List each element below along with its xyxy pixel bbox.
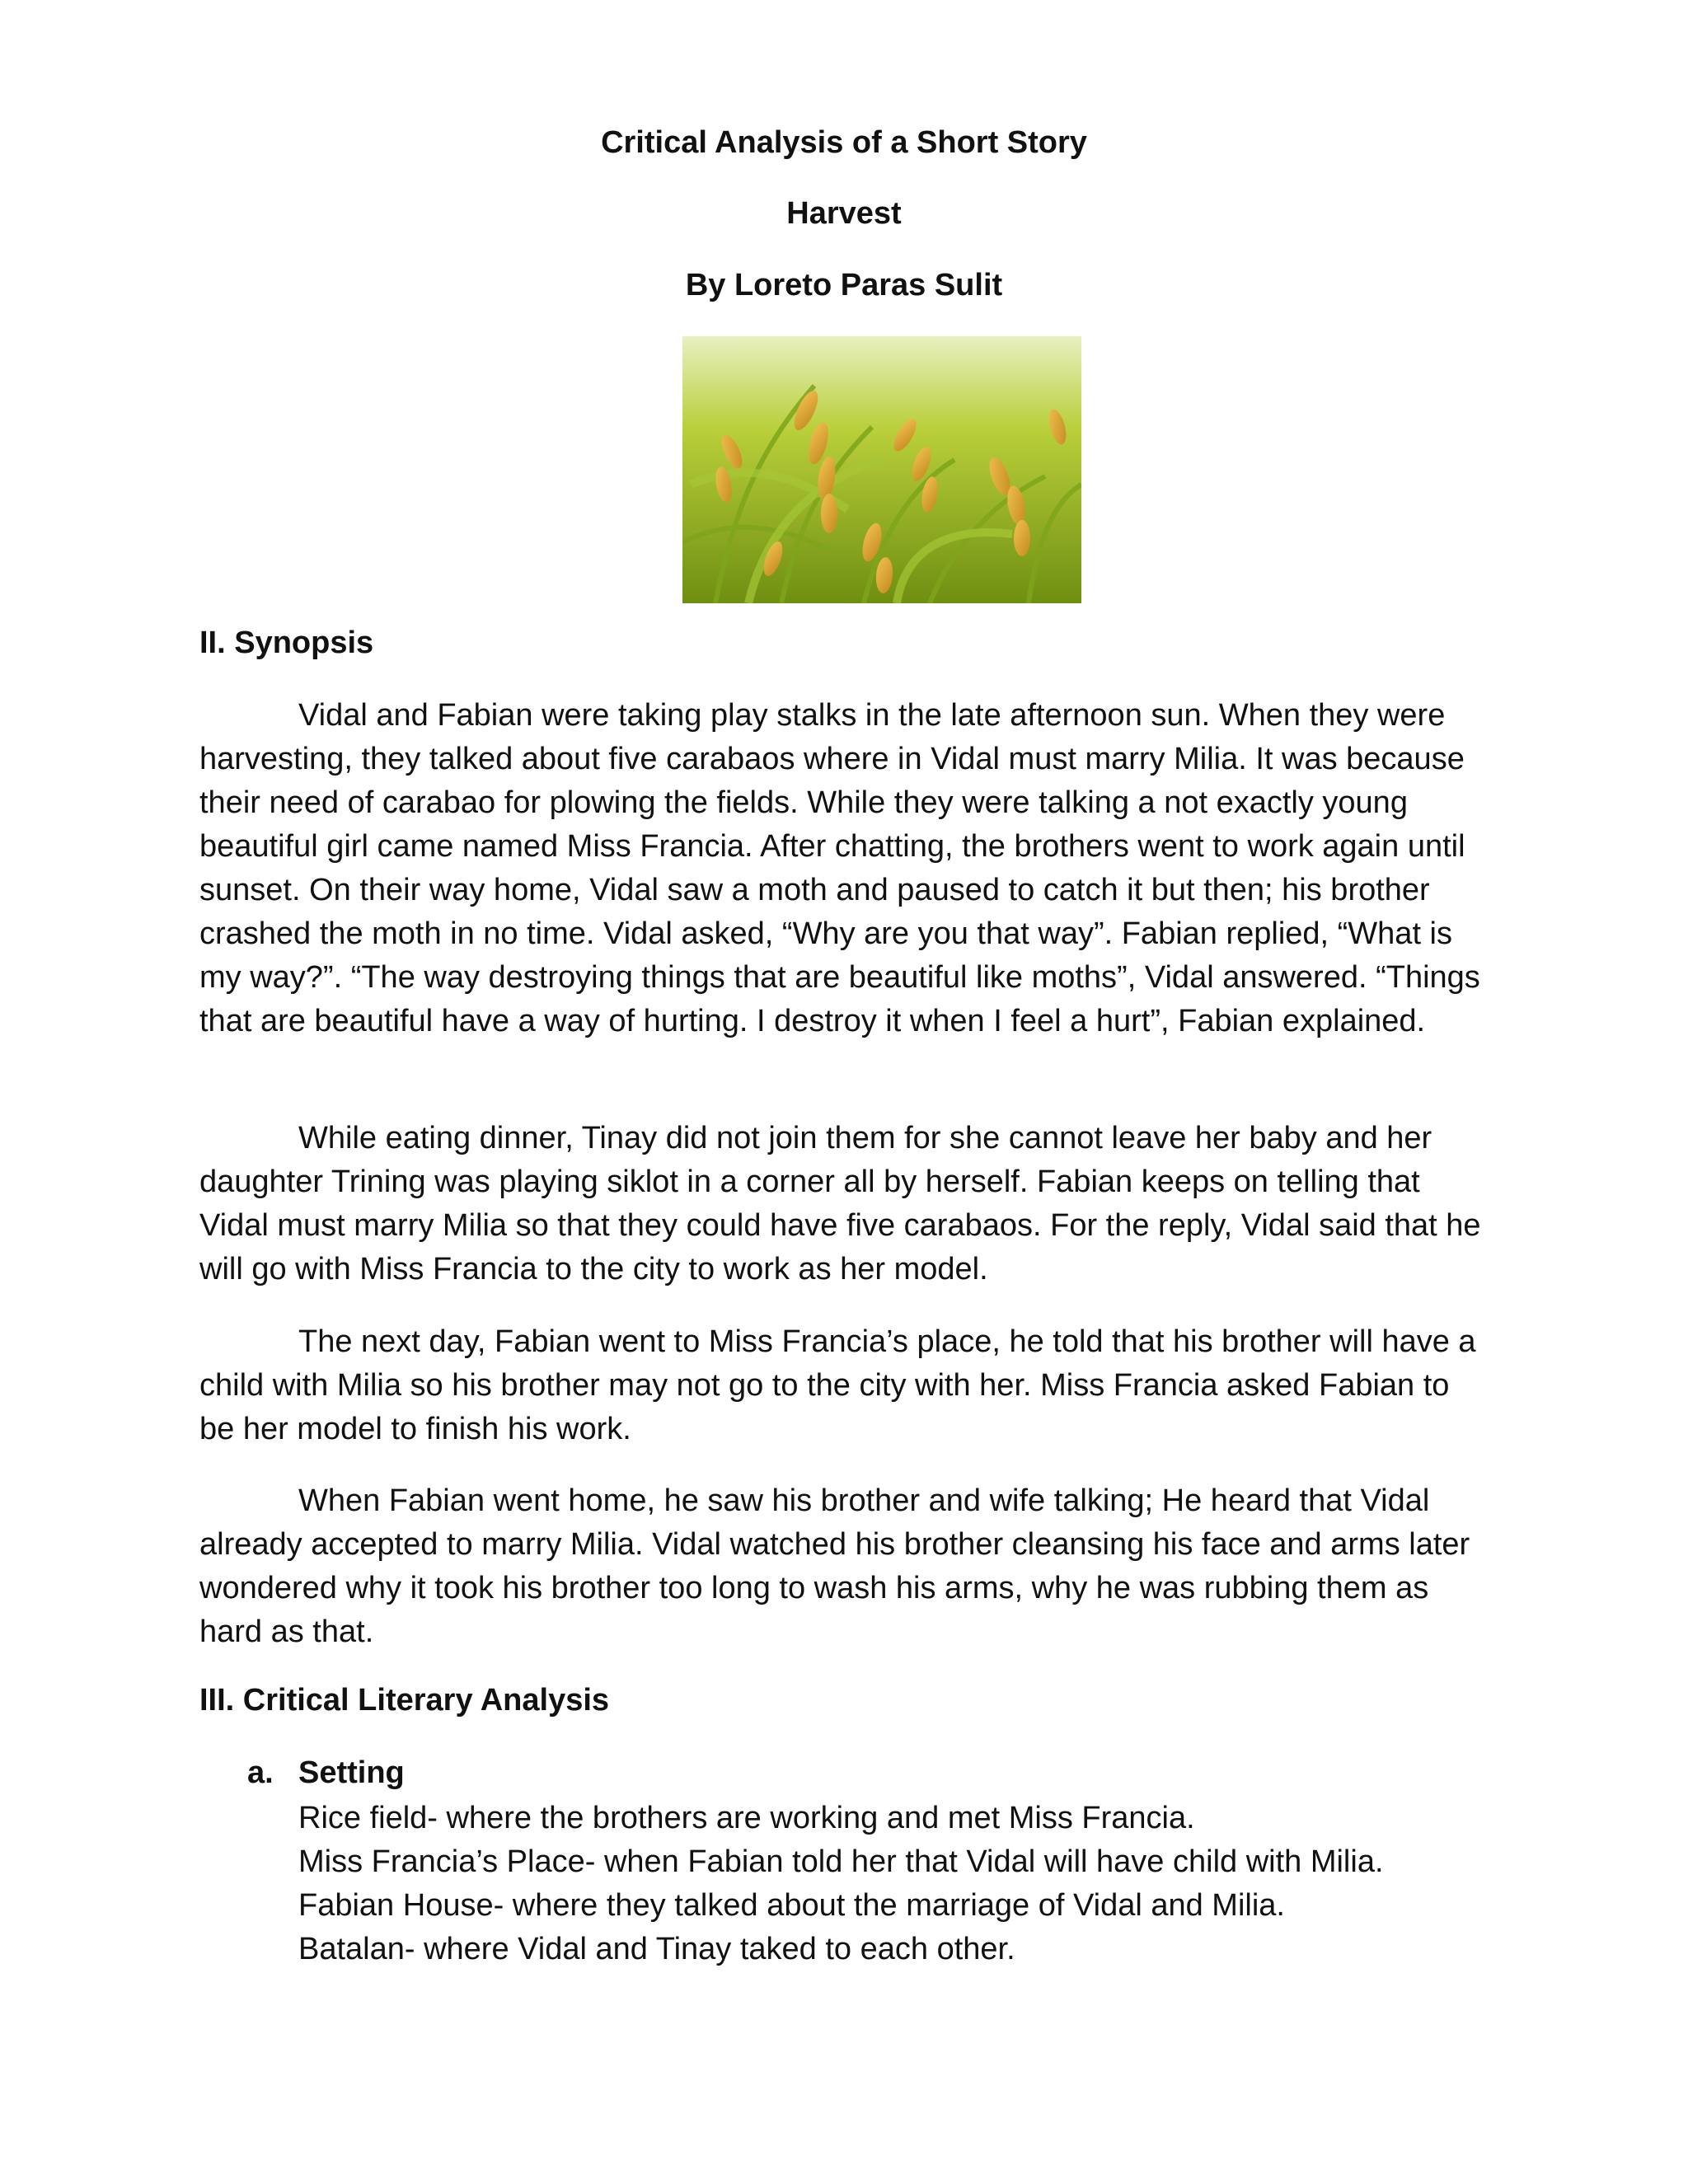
document-title: Critical Analysis of a Short Story [601, 125, 1087, 160]
list-item: Rice field- where the brothers are working and met Miss Francia. [298, 1801, 1195, 1835]
setting-heading [247, 1754, 405, 1792]
list-item: Fabian House- where they talked about the marriage of Vidal and Milia. [298, 1888, 1285, 1923]
synopsis-paragraph: Vidal and Fabian were taking play stalks in the late afternoon sun. When they were harvesting, they talked about five carabaos where in Vidal must marry Milia. It was because their need of carabao for plowing the fields. While they were talking a not exactly young beautiful girl came named Miss Francia. After chatting, the brothers went to work again until sunset. On their way home, Vidal saw a moth and paused to catch it but then; his brother crashed the moth in no time. Vidal asked, “Why are you that way”. Fabian replied, “What is my way?”. “The way destroying things that are beautiful like moths”, Vidal answered. “Things that are beautiful have a way of hurting. I destroy it when I feel a hurt”, Fabian explained. [199, 698, 1480, 1038]
rice-harvest-image [682, 336, 1081, 603]
list-marker: a. [247, 1755, 274, 1790]
synopsis-paragraph: While eating dinner, Tinay did not join them for she cannot leave her baby and her daughter Trining was playing siklot in a corner all by herself. Fabian keeps on telling that Vidal must marry Milia so that they could have five carabaos. For the reply, Vidal said that he will go with Miss Francia to the city to work as her model. [199, 1121, 1481, 1286]
author-line: By Loreto Paras Sulit [685, 268, 1003, 302]
story-title: Harvest [786, 196, 902, 231]
synopsis-heading: II. Synopsis [199, 626, 374, 660]
setting-list [298, 1797, 1384, 1971]
synopsis-paragraph: When Fabian went home, he saw his brother and wife talking; He heard that Vidal already accepted to marry Milia. Vidal watched his brother cleansing his face and arms later wondered why it took his brother too long to wash his arms, why he was rubbing them as hard as that. [199, 1483, 1470, 1649]
analysis-heading: III. Critical Literary Analysis [199, 1683, 610, 1718]
list-item: Batalan- where Vidal and Tinay taked to each other. [298, 1932, 1015, 1966]
synopsis-paragraph: The next day, Fabian went to Miss Francia’s place, he told that his brother will have a child with Milia so his brother may not go to the city with her. Miss Francia asked Fabian to be her model to finish his work. [199, 1324, 1476, 1446]
list-item: Miss Francia’s Place- when Fabian told her that Vidal will have child with Milia. [298, 1844, 1384, 1879]
setting-heading-label: Setting [298, 1755, 405, 1790]
